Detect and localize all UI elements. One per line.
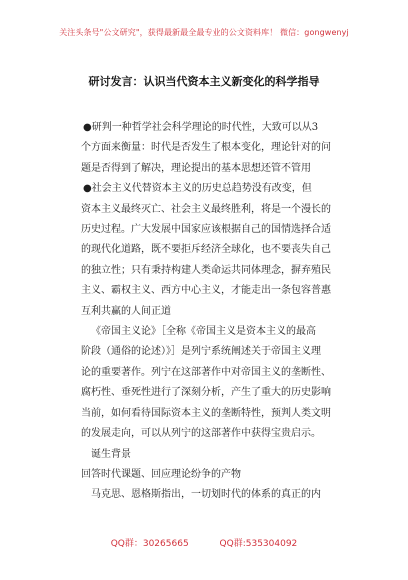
text-line: 历史过程。广大发展中国家应该根据自己的国情选择合适 [81, 224, 331, 236]
text-line: ●社会主义代替资本主义的历史总趋势没有改变，但 [83, 183, 312, 195]
text-line: 论的重要著作。列宁在这部著作中对帝国主义的垄断性、 [81, 366, 331, 378]
text-line: 资本主义最终灭亡、社会主义最终胜利，将是一个漫长的 [81, 203, 331, 215]
text-line: 的发展走向，可以从列宁的这部著作中获得宝贵启示。 [81, 428, 321, 440]
text-line: 的现代化道路，既不要拒斥经济全球化，也不要丧失自己 [81, 244, 331, 256]
text-line: 互利共赢的人间正道 [81, 305, 171, 317]
footer-qq-group-1: QQ群：30265665 [110, 539, 189, 549]
text-line: 主义、霸权主义、西方中心主义，才能走出一条包容普惠 [81, 285, 331, 297]
text-line: 阶段（通俗的论述）》］是列宁系统阐述关于帝国主义理 [81, 346, 321, 358]
document-body [81, 118, 335, 506]
footer-qq-group-2: QQ群:535304092 [219, 539, 298, 549]
text-line: 腐朽性、垂死性进行了深刻分析，产生了重大的历史影响 [81, 387, 331, 399]
promo-banner: 关注头条号"公文研究"，获得最新最全最专业的公文资料库！ 微信：gongwenyj [59, 28, 349, 37]
document-title: 研讨发言：认识当代资本主义新变化的科学指导 [88, 75, 320, 88]
text-line: 的独立性；只有秉持构建人类命运共同体理念，摒弃殖民 [81, 264, 331, 276]
text-line: ●研判一种哲学社会科学理论的时代性，大致可以从3 [83, 122, 319, 133]
text-line: 题是否得到了解决，理论提出的基本思想还管不管用 [81, 162, 311, 174]
text-line: 《帝国主义论》［全称《帝国主义是资本主义的最高 [91, 326, 316, 338]
footer-contacts [0, 536, 408, 549]
text-line: 马克思、恩格斯指出，一切划时代的体系的真正的内 [91, 489, 321, 501]
text-line: 当前，如何看待国际资本主义的垄断特性，预判人类文明 [81, 407, 331, 419]
section-subheading: 回答时代课题、回应理论纷争的产物 [81, 468, 241, 480]
section-heading: 诞生背景 [91, 448, 131, 460]
text-line: 个方面来衡量：时代是否发生了根本变化，理论针对的问 [81, 142, 331, 154]
